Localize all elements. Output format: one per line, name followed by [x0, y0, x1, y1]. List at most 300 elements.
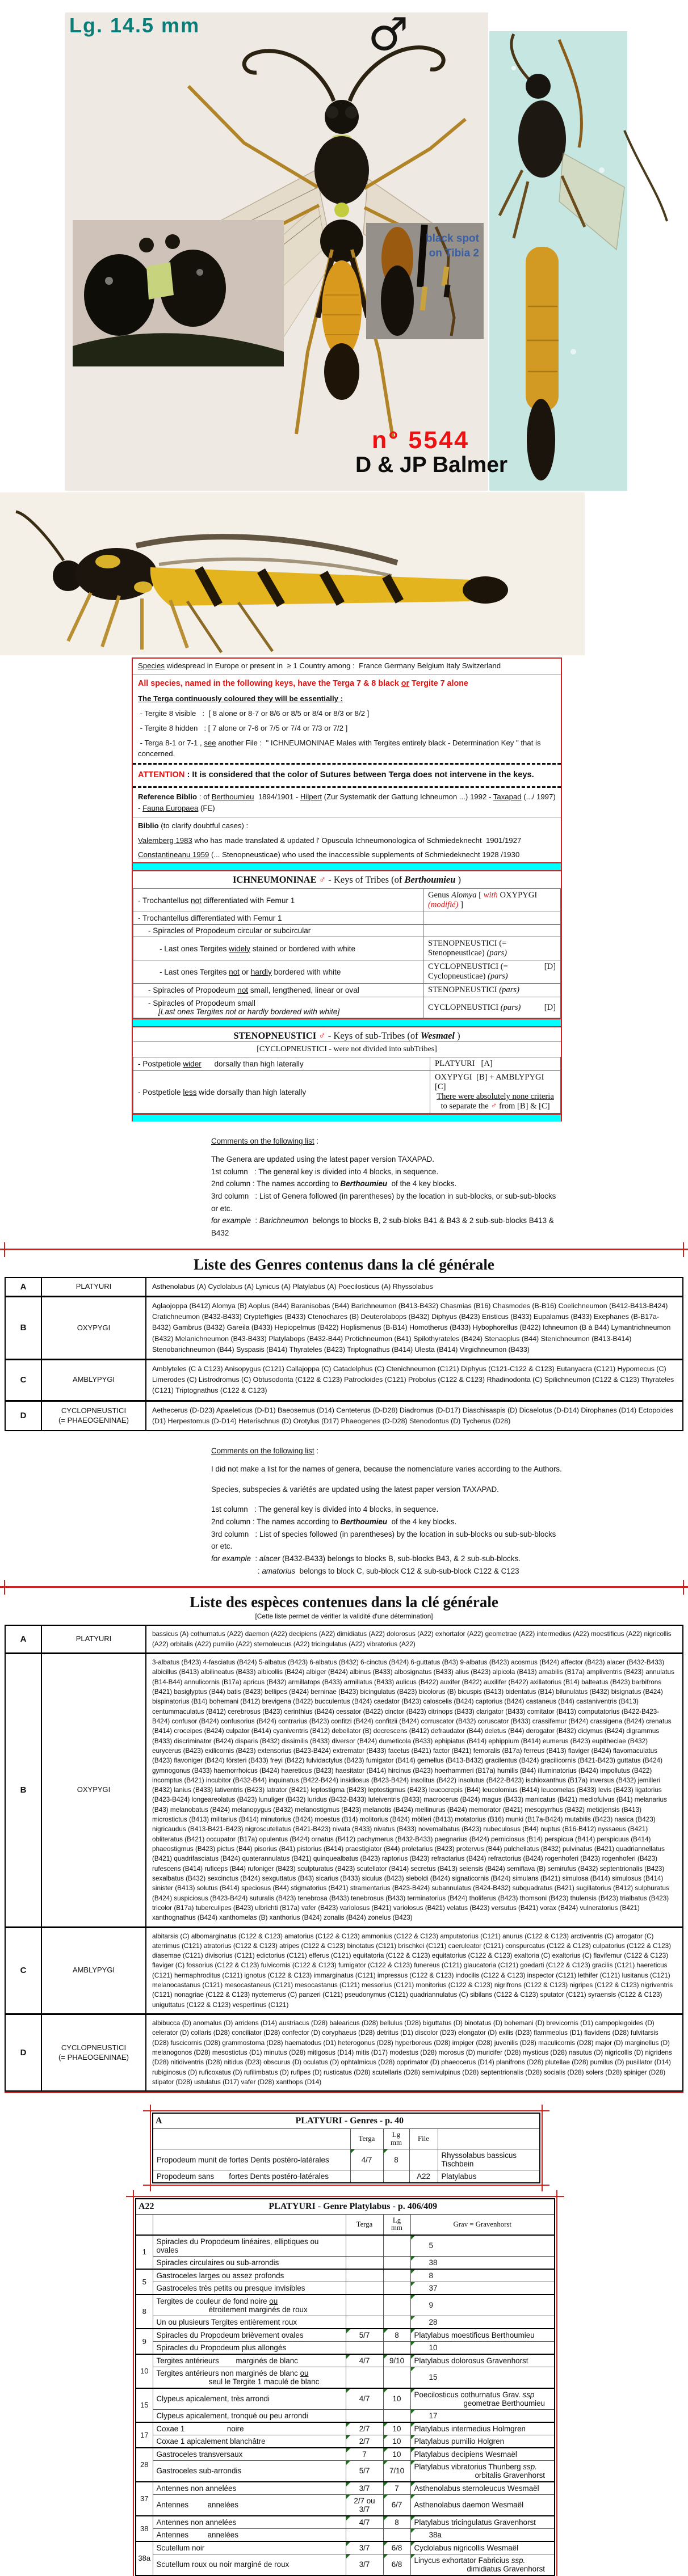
key-result [410, 2460, 555, 2482]
key-row [136, 2329, 555, 2342]
key-number: 38a [136, 2541, 153, 2575]
collectors-label: D & JP Balmer [355, 453, 508, 477]
block-letter: A [5, 1625, 41, 1653]
text-segment: wider [183, 1060, 202, 1069]
key-row [136, 2295, 555, 2316]
text-segment: geometrae Berthoumieu [463, 2398, 545, 2408]
length-value [383, 2409, 410, 2422]
key-criterion [153, 2482, 346, 2495]
result-line [414, 2556, 551, 2565]
key-row [136, 2235, 555, 2257]
text-segment: Antennes non annelées [156, 2484, 237, 2493]
length-value [383, 2170, 409, 2183]
key-criterion [153, 2329, 346, 2342]
text-segment: of the 4 key blocks. [387, 1517, 457, 1526]
info-line [133, 819, 561, 833]
result-line [414, 2463, 551, 2471]
terga-value: 2/7 [346, 2435, 383, 2448]
terga-value: 7 [346, 2448, 383, 2461]
text-segment: Platylabus pumilio Holgren [414, 2436, 505, 2446]
species-list-note: [Cette liste permet de vérifier la validité d'une détermination] [255, 1612, 433, 1621]
black-spot-label [408, 231, 479, 260]
taxa-list: Asthenolabus (A) Cyclolabus (A) Lynicus (A) Platylabus (A) Poecilosticus (A) Rhyssolabus [152, 1282, 433, 1291]
text-segment: dorsally than high laterally [201, 1060, 304, 1069]
table-row [133, 1042, 561, 1057]
text-segment: ♂ [490, 1102, 497, 1111]
criterion-line [157, 2467, 342, 2475]
length-label: Lg. 14.5 mm [69, 14, 200, 37]
key-row [153, 2149, 540, 2170]
text-segment: not [229, 967, 240, 976]
key-row [136, 2448, 555, 2461]
key-result [410, 2448, 555, 2461]
text-segment: 5 [429, 2241, 433, 2250]
criterion-line [157, 2377, 342, 2386]
info-line [133, 676, 561, 692]
key-number: 8 [136, 2295, 153, 2329]
separator-line [133, 674, 561, 675]
platyuri-genera-key-frame [152, 2113, 540, 2183]
text-segment: - Trochantellus differentiated with Femur 1 [138, 914, 282, 923]
length-value: 10 [383, 2435, 410, 2448]
key-criterion [133, 937, 423, 960]
key-row [133, 997, 561, 1018]
info-box-stack [132, 657, 562, 1122]
header-lg-line2: mm [391, 2138, 402, 2147]
key-number: 10 [136, 2354, 153, 2388]
text-segment: differentiated with Femur 1 [201, 896, 295, 905]
table-title [133, 1027, 561, 1042]
key-criterion [153, 2341, 346, 2354]
text-segment: 37 [429, 2283, 438, 2292]
block-name-line: OXYPYGI [77, 1785, 111, 1794]
key-result [423, 912, 561, 925]
text-segment: Un ou plusieurs Tergites entièrement roux [156, 2317, 297, 2326]
key-criterion [133, 889, 423, 912]
list-row-D [5, 2014, 683, 2092]
key-row [133, 925, 561, 937]
header-lg-line2: mm [391, 2224, 402, 2232]
result-line [414, 2331, 551, 2339]
text-segment: : [250, 1216, 259, 1225]
block-name [41, 1401, 146, 1431]
genera-list-title: Liste des Genres contenus dans la clé générale [194, 1255, 494, 1273]
text-segment: [ [476, 891, 484, 900]
result-line [414, 2425, 551, 2433]
text-segment: Wesmael [420, 1030, 455, 1042]
key-criterion [133, 984, 423, 997]
key-criterion [153, 2354, 346, 2367]
block-name [41, 1296, 146, 1359]
text-segment: Gastroceles larges ou assez profonds [156, 2271, 284, 2280]
key-criterion [153, 2256, 346, 2269]
key-criterion [153, 2554, 346, 2575]
text-segment: Linycus exhortator Fabricius [414, 2556, 511, 2565]
comment-line [211, 1215, 563, 1239]
key-criterion [153, 2435, 346, 2448]
text-segment: CYCLOPNEUSTICI [428, 1002, 501, 1012]
text-segment: with [483, 891, 498, 900]
block-name-line: CYCLOPNEUSTICI [61, 2043, 127, 2052]
comment-line [211, 1565, 563, 1578]
key-result [410, 2435, 555, 2448]
text-segment: ssp. [523, 2462, 537, 2471]
criterion-line [157, 2343, 342, 2352]
list-row-D [5, 1401, 683, 1431]
length-value: 7/10 [383, 2460, 410, 2482]
key-criterion [153, 2448, 346, 2461]
red-divider [0, 1249, 688, 1250]
key-criterion [153, 2409, 346, 2422]
text-segment: (FE) [198, 803, 215, 812]
key-row [136, 2282, 555, 2295]
table-head [136, 2199, 555, 2235]
length-value: 8 [383, 2149, 409, 2170]
text-segment: belongs to blocks B, 2 sub-bloks B41 & B43 & 2 sub-sub-blocks B413 & B432 [211, 1216, 556, 1238]
length-value [383, 2295, 410, 2316]
block-tag: [D] [544, 962, 556, 972]
text-segment: Coxae 1 noire [156, 2424, 244, 2433]
text-segment: I did not make a list for the names of genera, because the nomenclature varies according to the Authors. [211, 1464, 562, 1473]
key-criterion [153, 2295, 346, 2316]
criterion-line [157, 2258, 342, 2267]
criterion-line [157, 2531, 342, 2539]
criterion-line [157, 2518, 342, 2527]
keys-of-tribes-table [133, 871, 561, 1018]
keys-of-subtribes-table [133, 1027, 561, 1114]
key-criterion [153, 2316, 346, 2329]
key-criterion [153, 2422, 346, 2435]
length-value: 10 [383, 2388, 410, 2410]
text-segment: - Postpetiole [138, 1060, 183, 1069]
text-segment: - Keys of Tribes (of [326, 874, 405, 886]
table-title-row [136, 2199, 555, 2215]
text-segment: Spiracles circulaires ou sub-arrondis [156, 2258, 279, 2267]
text-segment: Platylabus vibratorius Thunberg [414, 2462, 523, 2471]
text-segment: Gastroceles très petits ou presque invisibles [156, 2283, 305, 2292]
list-row-B [5, 1296, 683, 1359]
key-criterion [133, 960, 423, 984]
length-value [383, 2269, 410, 2282]
text-segment: 2nd column : The names according to [211, 1517, 341, 1526]
text-segment: Spiracles du Propodeum linéaires, elliptiques ou ovales [156, 2237, 321, 2254]
black-spot-label-line2: on Tibia 2 [429, 247, 479, 259]
criterion-line [157, 2484, 342, 2493]
block-letter: D [5, 1401, 41, 1431]
text-segment: ) [455, 1030, 460, 1042]
text-segment: (to clarify doubtful cases) : [158, 821, 249, 830]
block-letter: D [5, 2014, 41, 2092]
key-result-line [435, 1092, 556, 1102]
text-segment: for example [211, 1554, 251, 1563]
text-segment: not [190, 896, 202, 905]
key-group-17 [136, 2422, 555, 2448]
block-name [41, 1278, 146, 1297]
header-lg [383, 2129, 409, 2149]
text-segment: Barichneumon [259, 1216, 309, 1225]
text-segment: 38 [429, 2258, 438, 2267]
length-value: 10 [383, 2448, 410, 2461]
result-line [414, 2258, 551, 2267]
length-value [383, 2256, 410, 2269]
text-segment: Berthoumieu [340, 1179, 388, 1188]
header-grav: Grav = Gravenhorst [410, 2215, 555, 2235]
header-terga: Terga [350, 2129, 383, 2149]
genera-table [5, 1277, 683, 1431]
key-row [136, 2354, 555, 2367]
file-ref [409, 2149, 438, 2170]
list-row-A [5, 1278, 683, 1297]
text-segment: Spiracles du Propodeum plus allongés [156, 2343, 287, 2352]
comment-line [211, 1153, 563, 1166]
table-title [133, 871, 561, 889]
criterion-line [157, 2394, 342, 2403]
text-segment: 15 [429, 2373, 438, 2382]
key-number: 38 [136, 2516, 153, 2541]
text-segment: Cyclolabus nigricollis Wesmaël [414, 2543, 519, 2552]
result-line [414, 2284, 551, 2292]
table-letter: A [156, 2116, 162, 2126]
criterion-line [157, 2271, 342, 2280]
key-result [410, 2282, 555, 2295]
text-segment: Hilpert [300, 792, 322, 802]
text-segment: (... Stenopneusticae) who used the inaccessible supplements of Schmiedeknecht 1928 /1930 [209, 850, 520, 859]
terga-value: 3/7 [346, 2554, 383, 2575]
block-name-line: PLATYURI [75, 1634, 112, 1643]
text-segment: not [237, 986, 249, 995]
key-result [410, 2341, 555, 2354]
text-segment: Berthoumieu [340, 1517, 388, 1526]
key-result [410, 2329, 555, 2342]
info-line [133, 848, 561, 862]
text-segment: Poecilosticus cothurnatus Grav. [414, 2390, 523, 2399]
result-line [414, 2437, 551, 2446]
text-segment: Gastroceles transversaux [156, 2449, 243, 2459]
key-criterion: Propodeum sans fortes Dents postéro-latérales [153, 2170, 350, 2183]
header-row [153, 2129, 540, 2149]
block-name-line: OXYPYGI [77, 1323, 111, 1332]
separator-line [133, 763, 561, 765]
key-row [136, 2494, 555, 2516]
key-result [410, 2482, 555, 2495]
text-segment: : [211, 1566, 262, 1575]
text-segment: bordered with white [271, 967, 341, 976]
text-segment: 17 [429, 2411, 438, 2420]
text-segment: from [B] & [C] [497, 1102, 550, 1111]
text-segment: 38a [429, 2530, 442, 2539]
key-result-line [435, 1102, 556, 1111]
key-result [410, 2235, 555, 2257]
taxa-list: bassicus (A) cothurnatus (A22) daemon (A22) decipiens (A22) dimidiatus (A22) dolorosus (A22) exhortator (A22) geometrae (A22) intermedius (A22) moestificus (A22) nigricollis (A22) orbitalis (A22) pumilio (A22) sternoleucus (A22) tricingulatus (A22) vibratorius (A22) [152, 1630, 672, 1648]
key-group-38 [136, 2516, 555, 2541]
text-segment: seul le Tergite 1 maculé de blanc [208, 2377, 320, 2386]
text-segment: Valemberg 1983 [138, 836, 192, 845]
header-lg-line1: Lg [392, 2131, 401, 2139]
block-name [41, 1625, 146, 1653]
text-segment: - Spiracles of Propodeum small [148, 999, 255, 1008]
text-segment: for example [211, 1216, 251, 1225]
taxa-list: albibucca (D) anomalus (D) arridens (D14) austriacus (D28) balearicus (D28) bellulus (D28) biguttatus (D) binotatus (D) bohemani (D) brevicornis (D1) campoplegoides (D) celerator (D) collaris (D28) conciliator (D28) confector (D) coryphaeus (D28) detritus (D1) discolor (D23) elongator (D) exilis (D23) flammeolus (D1) flavidens (D28) fulvitarsis (D28) fuscicornis (D28) grammostoma (D28) haematodus (D1) heterogonus (D28) hyperboreus (D28) impiger (D28) juvenilis (D28) maculicornis (D28) major (D) marginellus (D) melanogonos (D28) mesostictus (D1) minutus (D28) mitigosus (D14) mitis (D17) modestus (D28) morosus (D) muricifer (D28) mysticus (D28) nasutus (D) nigricollis (D) nigridens (D28) nitidiventris (D28) nitidus (D23) obscurus (D) oculatus (D) ophtalmicus (D28) opprimator (D) phaeocerus (D14) planifrons (D28) plutellae (D28) pumilus (D) pusillator (D14) rubiginosus (D) ruficoxatus (D) rufilimbatus (D) rufipes (D) rusticatus (D28) scutellaris (D28) semivulpinus (D28) septentrionalis (D28) socialis (D28) solers (D28) spiniger (D28) stipator (D28) ustulatus (D17) vafer (D28) xanthops (D14) [152, 2020, 672, 2086]
block-letter: B [5, 1296, 41, 1359]
criterion-line [157, 2305, 342, 2314]
text-segment: Comments on the following list [211, 1447, 314, 1456]
block-name [41, 1927, 146, 2014]
key-criterion [153, 2235, 346, 2257]
key-row [133, 1071, 561, 1114]
terga-value [346, 2528, 383, 2541]
length-value: 6/7 [383, 2494, 410, 2516]
ichneumoninae-keys-box [133, 870, 561, 1019]
text-segment: 1st column : The general key is divided into 4 blocks, in sequence. [211, 1505, 439, 1514]
table-title-row [153, 2113, 540, 2129]
text-segment: - Last ones Tergites [160, 967, 229, 976]
key-result [423, 937, 561, 960]
text-segment: 10 [429, 2343, 438, 2352]
key-row [136, 2516, 555, 2529]
text-segment: Species, subspecies & variétés are updated using the latest paper version TAXAPAD. [211, 1485, 499, 1494]
list-row-C [5, 1927, 683, 2014]
key-criterion [153, 2528, 346, 2541]
text-segment: to separate the [441, 1102, 491, 1111]
text-segment: Clypeus apicalement, tronqué ou peu arrondi [156, 2411, 308, 2420]
result-line [414, 2271, 551, 2280]
length-value: 7 [383, 2482, 410, 2495]
text-segment: amatorius [262, 1566, 296, 1575]
key-number: 9 [136, 2329, 153, 2354]
criterion-line [157, 2544, 342, 2552]
text-segment: less [183, 1087, 197, 1097]
comment-line [211, 1463, 563, 1475]
key-row [136, 2388, 555, 2410]
length-value [383, 2235, 410, 2257]
text-segment: Fauna Europaea [142, 803, 199, 812]
text-segment: Berthoumieu [211, 792, 254, 802]
text-segment: Tergites antérieurs marginés de blanc [156, 2356, 298, 2365]
stenopneustici-keys-box [133, 1026, 561, 1115]
comment-line [211, 1178, 563, 1190]
key-criterion [153, 2269, 346, 2282]
key-criterion [133, 997, 423, 1018]
table-subtitle: [CYCLOPNEUSTICI - were not divided into subTribes] [133, 1042, 561, 1057]
photo-collage [0, 0, 688, 655]
text-segment: Platylabus intermedius Holmgren [414, 2424, 526, 2433]
key-row [133, 984, 561, 997]
terga-value: 4/7 [346, 2354, 383, 2367]
result-line [414, 2544, 551, 2552]
text-segment: Comments on the following list [211, 1137, 314, 1146]
specimen-number: n° 5544 [372, 427, 470, 454]
length-value [383, 2367, 410, 2388]
text-segment: STENOPNEUSTICI [428, 985, 500, 995]
key-criterion-line2 [148, 1007, 418, 1016]
info-line [133, 790, 561, 816]
terga-value [350, 2170, 383, 2183]
text-segment: (pars) [487, 972, 508, 981]
block-name [41, 1360, 146, 1401]
key-group-1 [136, 2235, 555, 2269]
block-name-line: AMBLYPYGI [72, 1375, 115, 1384]
key-number: 28 [136, 2448, 153, 2482]
text-segment: The Genera are updated using the latest paper version TAXAPAD. [211, 1154, 435, 1163]
terga-value: 5/7 [346, 2460, 383, 2482]
key-result [410, 2541, 555, 2554]
text-segment: Platylabus moestificus Berthoumieu [414, 2330, 535, 2339]
result-line [414, 2471, 551, 2480]
text-segment: (B432-B433) belongs to blocks B, sub-blocks B43, & 2 sub-sub-blocks. [280, 1554, 521, 1563]
text-segment: Genus [428, 891, 451, 900]
table-row [153, 2113, 540, 2129]
key-result [423, 997, 561, 1018]
terga-value [346, 2409, 383, 2422]
key-result [410, 2409, 555, 2422]
block-tag: [D] [544, 1002, 556, 1012]
text-segment: Species [138, 661, 165, 670]
key-row [136, 2256, 555, 2269]
key-result-line [435, 1073, 556, 1092]
terga-value [346, 2295, 383, 2316]
terga-value [346, 2269, 383, 2282]
key-result [410, 2269, 555, 2282]
info-line [133, 766, 561, 785]
result-line [414, 2301, 551, 2309]
terga-value: 3/7 [346, 2482, 383, 2495]
taxon-name: Rhyssolabus bassicus Tischbein [438, 2149, 540, 2170]
key-row [136, 2435, 555, 2448]
text-segment: OXYPYGI [497, 891, 538, 900]
file-ref: A22 [409, 2170, 438, 2183]
block-name [41, 1654, 146, 1927]
key-row [136, 2541, 555, 2554]
text-segment: ssp. [511, 2556, 526, 2565]
taxon-name: Platylabus [438, 2170, 540, 2183]
text-segment: (pars) [499, 985, 519, 995]
key-group-5 [136, 2269, 555, 2295]
criterion-line [157, 2425, 342, 2433]
key-number: 1 [136, 2235, 153, 2269]
taxa-list: 3-albatus (B423) 4-fasciatus (B424) 5-albatus (B423) 6-albatus (B432) 6-cinctus (B424) 6-guttatus (B43) 9-albatus (B423) acosmus (B424) affector (B423) alacer (B432-B433) albicillus (B413) albilineatus (B433) albicollis (B424) albiger (B424) albinus (B433) albosignatus (B433) alius (B423) alpicola (B413) amabilis (B17a) ampliventris (B423) annulatus (B14-B44) annulicornis (B17a) apricus (B432) armillatops (B433) armillatus (B433) aulicus (B422) auxifer (B422) auxilifer (B422) axillatorius (B14) balteatus (B423) barbifrons (B421) basiglyptus (B44) batis (B423) bellipes (B424) berninae (B423) bicingulatus (B423) bicolorus (B) bicuspis (B413) bidentatus (B14) bilunulatus (B432) bisignatus (B424) bispinatorius (B14) bohemani (B412) brevigena (B422) bucculentus (B424) caedator (B423) caloscelis (B424) captorius (B424) castaneus (B44) castaniventris (B413) centummaculatus (B412) cerebrosus (B423) cerinthius (B424) cessator (B422) cinctor (B423) citrinops (B433) clarigator (B433) comitator (B413) computatorius (B422-B423-B424) confusor (B424) confusorius (B424) contrarius (B423) confitzi (B424) confitzii (B424) corruscator (B432) coruscator (B433) crassifemur (B424) crassigena (B424) crenatus (B414) croceipes (B424) culpator (B414) cyaniventris (B412) debellator (B) decrescens (B412) defraudator (B44) deletus (B44) derogator (B432) didymus (B424) digrammus (B433) discriminator (B424) disparis (B432) dissimilis (B433) diversor (B424) dumeticola (B433) ephipiatus (B414) ephippium (B414) eumerus (B423) eupitheciae (B432) eurycerus (B423) exilicornis (B423) extensorius (B423-B424) extremator (B433) facetus (B421) factor (B421) femoralis (B17a) ferreus (B413) flaviger (B424) flavomaculatus (B423) flavoniger (B424) försteri (B433) freyi (B422) fulvidactylus (B423) fumigator (B414) gemellus (B413-B432) gracilentus (B424) gracilicornis (B421-B423) guttatus (B424) gymnogonus (B433) haemorrhoicus (B424) haereticus (B423) haesitator (B414) hircinus (B423) hoerhammeri (B17a) humilis (B44) illuminatorius (B424) impollutus (B422) incomptus (B421) incubitor (B432-B44) inquinatus (B422-B424) insidiosus (B423-B424) insolitus (B422) insolutus (B422-B423) ischioxanthus (B17a) inversus (B432) jemilleri (B432) lanius (B433) lativentris (B423) latrator (B421) leptostigma (B423) leptostigmus (B423) leucocrepis (B44) leucolomius (B414) leucomelas (B433) levis (B423) ligatorius (B423-B424) longeareolatus (B423) lunuliger (B432) luridus (B432-B433) luteiventris (B433) macrocerus (B424) magus (B433) manicatus (B421) mediofulvus (B41) melanarius (B43) melanobatus (B424) melanopygus (B432) melanostigmus (B423) melanotis (B424) mellinurus (B424) memorator (B421) mesopyrrhus (B432) metidjensis (B413) microstictus (B413) militarius (B414) minutorius (B424) moestus (B14) molitorius (B424) mölleri (B413) motatorius (B16) munki (B17a-B424) mutabilis (B423) nasica (B423) nigricaudus (B413-B421-B423) nigroscutellatus (B421-B423) nivata (B433) nivatus (B433) novemalbatus (B423) nubeculosus (B44) nuptus (B16-B412) nyssaeus (B421) obliteratus (B421) occupator (B17a) opulentus (B424) ornatus (B412) pachymerus (B432-B433) paegnarius (B424) perniciosus (B14) perspicua (B414) perspicuus (B414) phaeostigmus (B423) pictus (B44) pisorius (B41) pistorius (B414) praestigiator (B44) proletarius (B423) protervus (B44) pulchellatus (B432) pulvinatus (B421) quadriannellatus (B421) quadrifasciatus (B424) quaterannulatus (B421) quinquealbatus (B423) raptorius (B423) refractarius (B424) refractorius (B424) rogenhoferi (B423) rogenhoferi (B423) rufescens (B414) ruficeps (B44) rufoniger (B423) sculpturatus (B423) scutellator (B414) secretus (B413) seiensis (B424) semiflava (B) semirufus (B432) septentrionalis (B423) sexalbatus (B432) sexcinctus (B424) sexguttatus (B43) sicarius (B433) siculus (B423) sieboldi (B424) signaticornis (B424) simulans (B421) simulosa (B414) simulosus (B414) sinister (B413) solutus (B414) speciosus (B44) stigmatorius (B421) stramentarius (B423-B424) subannulatus (B424-B432) subquadratus (B421) sugillatorius (B412) sulphuratus (B424) suspiciosus (B423-B424) suturalis (B423) tenebrosa (B433) tenebrosus (B433) terminatorius (B424) tholiferus (B423) thomsoni (B423) thulensis (B423) trialbatus (B423) tricolor (B17a) tuberculipes (B423) ulbrichti (B17a) vafer (B423) variolosus (B421) variolosus (B421) velatus (B423) versutus (B421) vorax (B424) vulneratorius (B421) xanthognathus (B424) xanthomelas (B) xanthorius (B424) zonalis (B424) zonelus (B423) [152, 1659, 674, 1922]
species-table [5, 1625, 683, 2092]
length-value [383, 2282, 410, 2295]
key-criterion [153, 2516, 346, 2529]
criterion-line [157, 2560, 342, 2569]
result-line [414, 2484, 551, 2493]
comments-genera-list [211, 1135, 563, 1239]
criterion-line [157, 2318, 342, 2326]
key-result [410, 2516, 555, 2529]
criterion-line [157, 2437, 342, 2446]
key-number: 17 [136, 2422, 153, 2448]
text-segment: Tergites antérieurs non marginés de blanc [156, 2368, 300, 2377]
block-name-line: CYCLOPNEUSTICI [61, 1406, 127, 1415]
key-row [153, 2170, 540, 2183]
table-title: PLATYURI - Genre Platylabus - p. 406/409 [269, 2202, 438, 2212]
key-row [136, 2554, 555, 2575]
text-segment: Tergites de couleur de fond noire [156, 2296, 270, 2305]
comment-line [211, 1516, 563, 1528]
key-result [423, 960, 561, 984]
terga-value [346, 2256, 383, 2269]
table-letter: A22 [139, 2202, 154, 2212]
block-letter: B [5, 1654, 41, 1927]
key-row [136, 2367, 555, 2388]
result-line [414, 2531, 551, 2539]
length-value: 8 [383, 2516, 410, 2529]
text-segment: hardly [250, 967, 272, 976]
text-segment: or [401, 678, 410, 688]
species-info-box [133, 657, 561, 863]
key-criterion: Propodeum munit de fortes Dents postéro-latérales [153, 2149, 350, 2170]
list-row-A [5, 1625, 683, 1653]
